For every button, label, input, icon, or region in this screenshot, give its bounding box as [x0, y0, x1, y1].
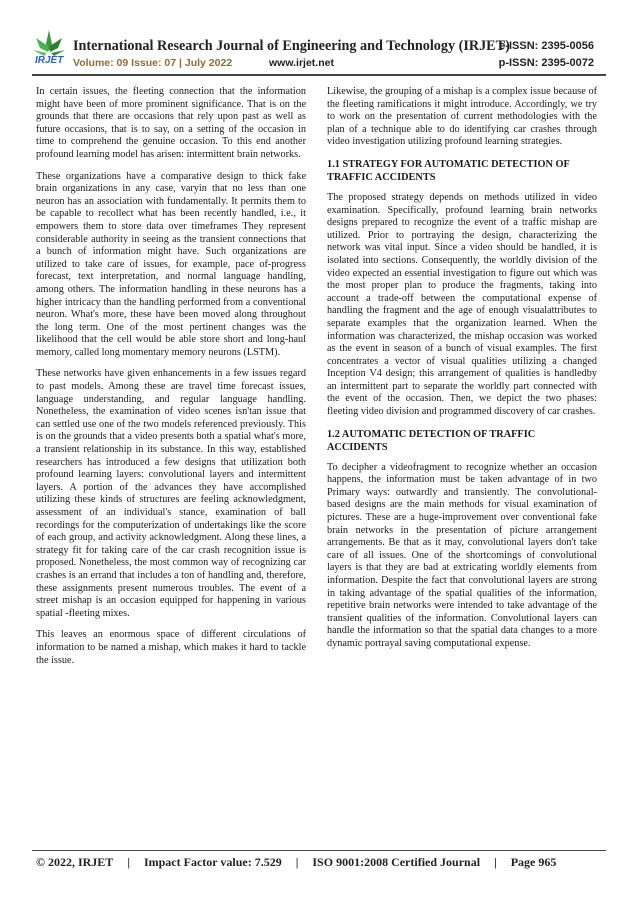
footer-separator: | [494, 855, 497, 869]
page-header [0, 0, 638, 80]
page-footer [36, 855, 596, 870]
journal-title: International Research Journal of Engineering and Technology (IRJET) [73, 38, 510, 54]
website-link[interactable]: www.irjet.net [269, 57, 334, 69]
footer-separator: | [127, 855, 130, 869]
impact-factor: Impact Factor value: 7.529 [143, 855, 282, 869]
paragraph: In certain issues, the fleeting connection that the information might have been of more prominent significance. That is on the grounds that there are occasions that rely upon past as well as future occasions, that is to say, on a setting of the occasion in time to comprehend the genuine occasion. To this end another profound learning model has arisen: intermittent brain networks. [36, 86, 306, 160]
section-heading-1-1: 1.1 STRATEGY FOR AUTOMATIC DETECTION OF TRAFFIC ACCIDENTS [327, 158, 570, 183]
header-divider [32, 74, 606, 76]
paragraph: These organizations have a comparative design to thick fake brain organizations in any case, varyin that no less than one neuron has an association with fundamentally. It permits them to be capable to recollect what has been recently handled, i.e., it empowers them to store data over timeframes They represent considerable authority in seeing as the transient connections that a bunch of information might have. Such organizations are utilized to take care of issues, for example, pace of-progress forecast, text interpretation, and normal language handling, among others. The information handling in these neurons has a higher intricacy than the handling performed from a conventional neuron. What's more, these have been moved along throughout the long term. One of the most pertinent changes was the likelihood that the cell would be able store short and long-haul memory, called long momentary memory neurons (LSTM). [36, 170, 306, 358]
logo-text: IRJET [35, 55, 64, 66]
paragraph: This leaves an enormous space of different circulations of information to be named a mishap, which makes it hard to tackle the issue. [36, 629, 306, 666]
paragraph: To decipher a videofragment to recognize whether an occasion happens, the information must be taken advantage of in two Primary ways: outwardly and transiently. The convolutional-based designs are the main methods for visual examination of pictures. These are a huge-improvement over conventional fake brain networks in the presentation of picture arrangement arrangements. Be that as it may, convolutional layers don't take care of all issues. One of the shortcomings of convolutional layers is that they are bad at extricating worldly elements from information. Despite the fact that convolutional layers are strong in taking advantage of the spatial qualities of the information, repetitive brain networks were intended to take advantage of the transient qualities of the information. Convolutional layers can handle the information so that the spatial data changes to a more dynamic portrayal saving computational expense. [327, 461, 597, 649]
paragraph: Likewise, the grouping of a mishap is a complex issue because of the fleeting ramifications it might introduce. Accordingly, we try to work on the presentation of current methodologies with the plan of a technique able to do identifying car crashes through video investigation utilizing profound learning strategies. [327, 86, 597, 148]
pissn: p-ISSN: 2395-0072 [498, 57, 594, 69]
right-column [327, 86, 597, 846]
paragraph: These networks have given enhancements in a few issues regard to past models. Among these are travel time forecast issues, language understanding, and regular language handling. Nonetheless, the examination of video scenes isn'tan issue that can settled use one of the two models referenced previously. This is on the grounds that a video presents both a spatial what's more, a transient relationship in its substance. In this way, established researchers has introduced a few designs that utilization both profound learning layers: convolutional layers and intermittent layers. A portion of the advances they have accomplished utilizing these kinds of structures are feeling acknowledgment, assessment of an individual's stance, examination of ball recordings for the computerization of undertakings like the score of each group, and activity acknowledgment. Along these lines, a strategy fit for taking care of the car crash recognition issue is proposed. Nonetheless, the most common way of recognizing car crashes is an errand that includes a ton of handling and, therefore, these assignments present numerous troubles. The event of a street mishap is an occasion equipped for happening in various spatial -fleeting mixes. [36, 368, 306, 619]
paragraph: The proposed strategy depends on methods utilized in video examination. Specifically, profound learning brain networks designs prepared to recognize the event of a traffic mishap are utilized. Prior to portraying the design, characterizing the network was vital input. Since a video should be handled, it is isolated into sections. Consequently, the worldly division of the video expected an essential investigation to figure out which was the most proper plan to produce the fragments, taking into account a trade-off between the computational expense of handling the fragment and the age of enough visualattributes to separate examples that the organization learned. When the information was characterized, the mishap occasion was worked as the event in season of a bunch of visual examples. The first concentrates a vector of visual qualities utilizing a changed Inception V4 design; this arrangement of qualities is handledby an intermittent part to separate the worldly part connected with the event of the occasion. Then, we depict the two phases: fleeting video division and programmed discovery of car crashes. [327, 191, 597, 418]
section-heading-1-2: 1.2 AUTOMATIC DETECTION OF TRAFFIC ACCIDENTS [327, 428, 536, 453]
volume-issue: Volume: 09 Issue: 07 | July 2022 [73, 57, 233, 69]
footer-separator: | [295, 855, 299, 869]
footer-divider [32, 850, 606, 851]
copyright: © 2022, IRJET [36, 855, 114, 869]
left-column [36, 86, 306, 846]
eissn: e-ISSN: 2395-0056 [499, 40, 594, 52]
iso-certification: ISO 9001:2008 Certified Journal [312, 855, 481, 869]
page-number: Page 965 [510, 855, 557, 869]
